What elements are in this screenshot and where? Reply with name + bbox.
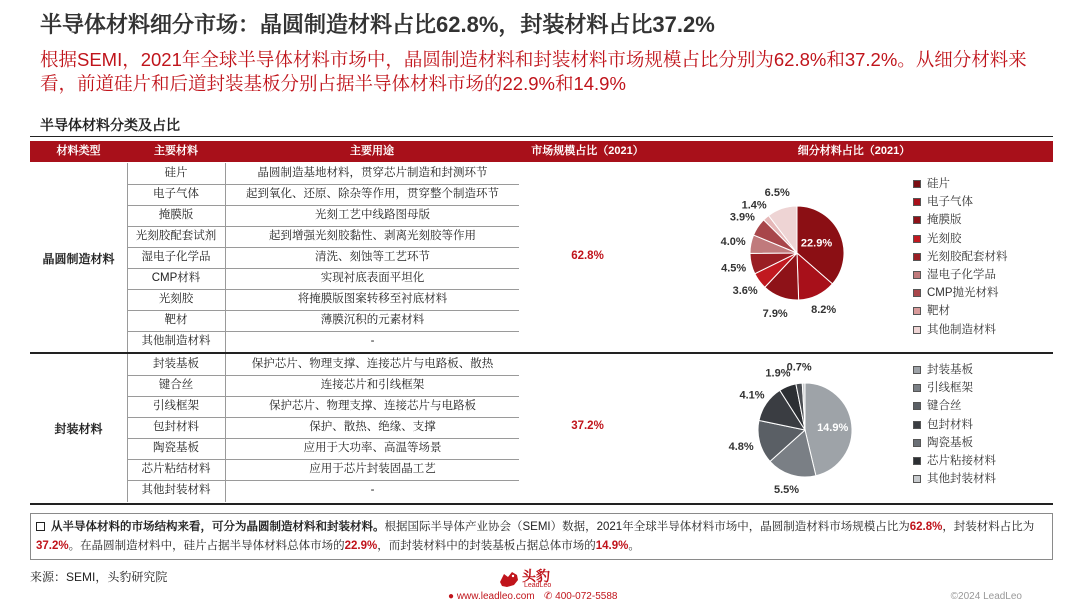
- summary-value: 62.8%: [909, 521, 943, 533]
- category-packaging: 封装材料: [54, 422, 103, 436]
- material-cell: 其他制造材料: [141, 335, 211, 347]
- legend-swatch: [913, 198, 921, 206]
- use-cell: 将掩膜版图案转移至衬底材料: [297, 293, 448, 305]
- use-cell: 连接芯片和引线框架: [320, 379, 425, 391]
- row-divider: [127, 417, 519, 418]
- row-divider: [127, 375, 519, 376]
- legend-label: 芯片粘接材料: [927, 454, 996, 467]
- phone-text: 400-072-5588: [555, 591, 618, 602]
- pie-slice-label: 4.1%: [739, 389, 765, 402]
- legend-label: CMP抛光材料: [927, 287, 999, 300]
- legend-item: [913, 248, 1008, 266]
- pie-slice-label: 8.2%: [811, 303, 837, 316]
- header-main-use: 主要用途: [350, 145, 394, 157]
- use-cell: 应用于芯片封装固晶工艺: [309, 463, 436, 475]
- material-cell: 其他封装材料: [141, 484, 211, 496]
- legend-swatch: [913, 326, 921, 334]
- header-sub-share: 细分材料占比（2021）: [797, 145, 911, 157]
- legend-label: 其他封装材料: [927, 473, 996, 486]
- header-market-share: 市场规模占比（2021）: [531, 145, 644, 157]
- summary-value: 14.9%: [595, 540, 629, 552]
- website-text: www.leadleo.com: [456, 591, 535, 602]
- pie-slice-label: 3.6%: [732, 284, 758, 297]
- category-wafer: 晶圆制造材料: [42, 252, 115, 266]
- summary-part: 根据国际半导体产业协会（SEMI）数据，2021年全球半导体材料市场中，晶圆制造材料市场规模占比为: [384, 521, 910, 533]
- header-main-material: 主要材料: [154, 145, 198, 157]
- legend-item: [913, 193, 1008, 211]
- legend-item: [913, 434, 996, 452]
- row-divider: [127, 310, 519, 311]
- checkbox-bullet-icon: [36, 522, 45, 531]
- legend-item: [913, 230, 1008, 248]
- legend-item: [913, 266, 1008, 284]
- column-divider: [127, 163, 128, 352]
- legend-label: 光刻胶: [927, 232, 962, 245]
- pie-slice-label: 4.5%: [721, 262, 747, 275]
- legend-label: 引线框架: [927, 382, 973, 395]
- copyright: ©2024 LeadLeo: [950, 591, 1022, 602]
- pie-slice-label: 4.0%: [720, 236, 746, 249]
- legend-item: [913, 379, 996, 397]
- globe-icon: ●: [448, 591, 455, 602]
- column-divider: [225, 354, 226, 502]
- summary-part: ，而封装材料中的封装基板占据总体市场的: [377, 540, 596, 552]
- share-wafer: 62.8%: [571, 250, 604, 262]
- leopard-icon: [498, 568, 520, 590]
- material-cell: 包封材料: [153, 421, 199, 433]
- pie-slice-label: 1.9%: [765, 367, 791, 380]
- material-cell: 光刻胶配套试剂: [135, 230, 217, 242]
- section-title: 半导体材料分类及占比: [40, 117, 180, 133]
- pie-slice-label: 1.4%: [741, 199, 767, 212]
- summary-value: 37.2%: [36, 540, 69, 552]
- summary-part: 。: [628, 540, 640, 552]
- use-cell: 光刻工艺中线路图母版: [315, 209, 430, 221]
- group-divider: [30, 352, 1053, 354]
- source-note: 来源：SEMI，头豹研究院: [30, 570, 168, 584]
- legend-label: 陶瓷基板: [927, 436, 973, 449]
- title-rule: [30, 136, 1053, 137]
- pie-slice-label: 6.5%: [764, 187, 790, 200]
- share-packaging: 37.2%: [571, 420, 604, 432]
- legend-swatch: [913, 421, 921, 429]
- legend-label: 其他制造材料: [927, 323, 996, 336]
- column-divider: [127, 354, 128, 502]
- summary-lead: 从半导体材料的市场结构来看，可分为晶圆制造材料和封装材料。: [51, 521, 385, 533]
- legend-packaging: [913, 361, 996, 488]
- intro-text: 根据SEMI，2021年全球半导体材料市场中，晶圆制造材料和封装材料市场规模占比分别为62.8%和37.2%。从细分材料来看，前道硅片和后道封装基板分别占据半导体材料市场的22.9%和14.9%: [40, 49, 1027, 94]
- use-cell: 应用于大功率、高温等场景: [303, 442, 442, 454]
- legend-item: [913, 361, 996, 379]
- summary-part: 。在晶圆制造材料中，硅片占据半导体材料总体市场的: [68, 540, 345, 552]
- use-cell: -: [370, 484, 375, 496]
- row-divider: [127, 226, 519, 227]
- legend-label: 电子气体: [927, 196, 973, 209]
- pie-slice-label: 22.9%: [800, 237, 833, 250]
- legend-swatch: [913, 289, 921, 297]
- legend-swatch: [913, 475, 921, 483]
- use-cell: 保护芯片、物理支撑、连接芯片与电路板: [269, 400, 476, 412]
- legend-swatch: [913, 402, 921, 410]
- use-cell: 实现衬底表面平坦化: [320, 272, 425, 284]
- summary-text: [36, 518, 1048, 556]
- legend-label: 靶材: [927, 305, 950, 318]
- legend-swatch: [913, 253, 921, 261]
- row-divider: [127, 480, 519, 481]
- website-link[interactable]: [448, 591, 535, 602]
- legend-swatch: [913, 216, 921, 224]
- use-cell: 保护、散热、绝缘、支撑: [309, 421, 436, 433]
- legend-label: 掩膜版: [927, 214, 962, 227]
- legend-label: 封装基板: [927, 364, 973, 376]
- legend-item: [913, 470, 996, 488]
- material-cell: CMP材料: [151, 272, 201, 284]
- header-material-type: 材料类型: [56, 145, 101, 157]
- legend-label: 光刻胶配套材料: [927, 250, 1008, 263]
- legend-label: 键合丝: [927, 400, 962, 413]
- use-cell: 晶圆制造基地材料，贯穿芯片制造和封测环节: [257, 167, 488, 179]
- use-cell: 清洗、刻蚀等工艺环节: [315, 251, 430, 263]
- legend-swatch: [913, 271, 921, 279]
- material-cell: 掩膜版: [158, 209, 194, 221]
- material-cell: 湿电子化学品: [141, 251, 211, 263]
- material-cell: 电子气体: [153, 188, 199, 200]
- use-cell: 薄膜沉积的元素材料: [320, 314, 425, 326]
- use-cell: 起到氧化、还原、除杂等作用，贯穿整个制造环节: [246, 188, 499, 200]
- legend-swatch: [913, 439, 921, 447]
- material-cell: 硅片: [164, 167, 188, 179]
- legend-item: [913, 211, 1008, 229]
- legend-item: [913, 284, 1008, 302]
- row-divider: [127, 459, 519, 460]
- use-cell: 保护芯片、物理支撑、连接芯片与电路板、散热: [251, 358, 494, 370]
- summary-value: 22.9%: [344, 540, 378, 552]
- legend-item: [913, 452, 996, 470]
- use-cell: 起到增强光刻胶黏性、剥离光刻胶等作用: [269, 230, 476, 242]
- legend-wafer: [913, 175, 1008, 339]
- row-divider: [127, 438, 519, 439]
- row-divider: [127, 396, 519, 397]
- table-header: [30, 141, 1053, 162]
- row-divider: [127, 247, 519, 248]
- use-cell: -: [370, 335, 375, 347]
- material-cell: 封装基板: [153, 358, 199, 370]
- row-divider: [127, 205, 519, 206]
- legend-item: [913, 302, 1008, 320]
- pie-slice-label: 14.9%: [817, 421, 849, 434]
- material-cell: 芯片粘结材料: [141, 463, 211, 475]
- pie-slice-label: 3.9%: [729, 211, 755, 224]
- leadleo-logo: [498, 566, 582, 592]
- logo-subtext: LeadLeo: [524, 582, 552, 589]
- legend-swatch: [913, 384, 921, 392]
- legend-swatch: [913, 307, 921, 315]
- material-cell: 光刻胶: [158, 293, 194, 305]
- material-cell: 陶瓷基板: [153, 442, 199, 454]
- legend-swatch: [913, 180, 921, 188]
- legend-swatch: [913, 366, 921, 374]
- material-cell: 键合丝: [158, 379, 194, 391]
- phone-icon: ✆: [544, 591, 553, 602]
- row-divider: [127, 268, 519, 269]
- pie-slice-label: 0.7%: [786, 361, 812, 374]
- legend-label: 包封材料: [927, 418, 973, 431]
- legend-item: [913, 175, 1008, 193]
- pie-slice-label: 7.9%: [762, 308, 788, 321]
- pie-slice-label: 5.5%: [773, 484, 800, 497]
- row-divider: [127, 331, 519, 332]
- legend-label: 硅片: [927, 178, 950, 190]
- legend-swatch: [913, 457, 921, 465]
- material-cell: 靶材: [164, 314, 188, 326]
- material-cell: 引线框架: [153, 400, 199, 412]
- logo-text: 头豹: [522, 568, 550, 584]
- legend-item: [913, 397, 996, 415]
- row-divider: [127, 184, 519, 185]
- page-title: 半导体材料细分市场：晶圆制造材料占比62.8%，封装材料占比37.2%: [40, 12, 715, 37]
- row-divider: [127, 289, 519, 290]
- column-divider: [225, 163, 226, 352]
- legend-swatch: [913, 235, 921, 243]
- phone-link[interactable]: [544, 591, 617, 602]
- pie-chart-packaging: [700, 355, 910, 505]
- legend-item: [913, 416, 996, 434]
- legend-item: [913, 321, 1008, 339]
- summary-part: ，封装材料占比为: [942, 521, 1035, 533]
- legend-label: 湿电子化学品: [927, 268, 996, 281]
- pie-chart-wafer: [700, 180, 910, 330]
- pie-slice-label: 4.8%: [728, 441, 754, 454]
